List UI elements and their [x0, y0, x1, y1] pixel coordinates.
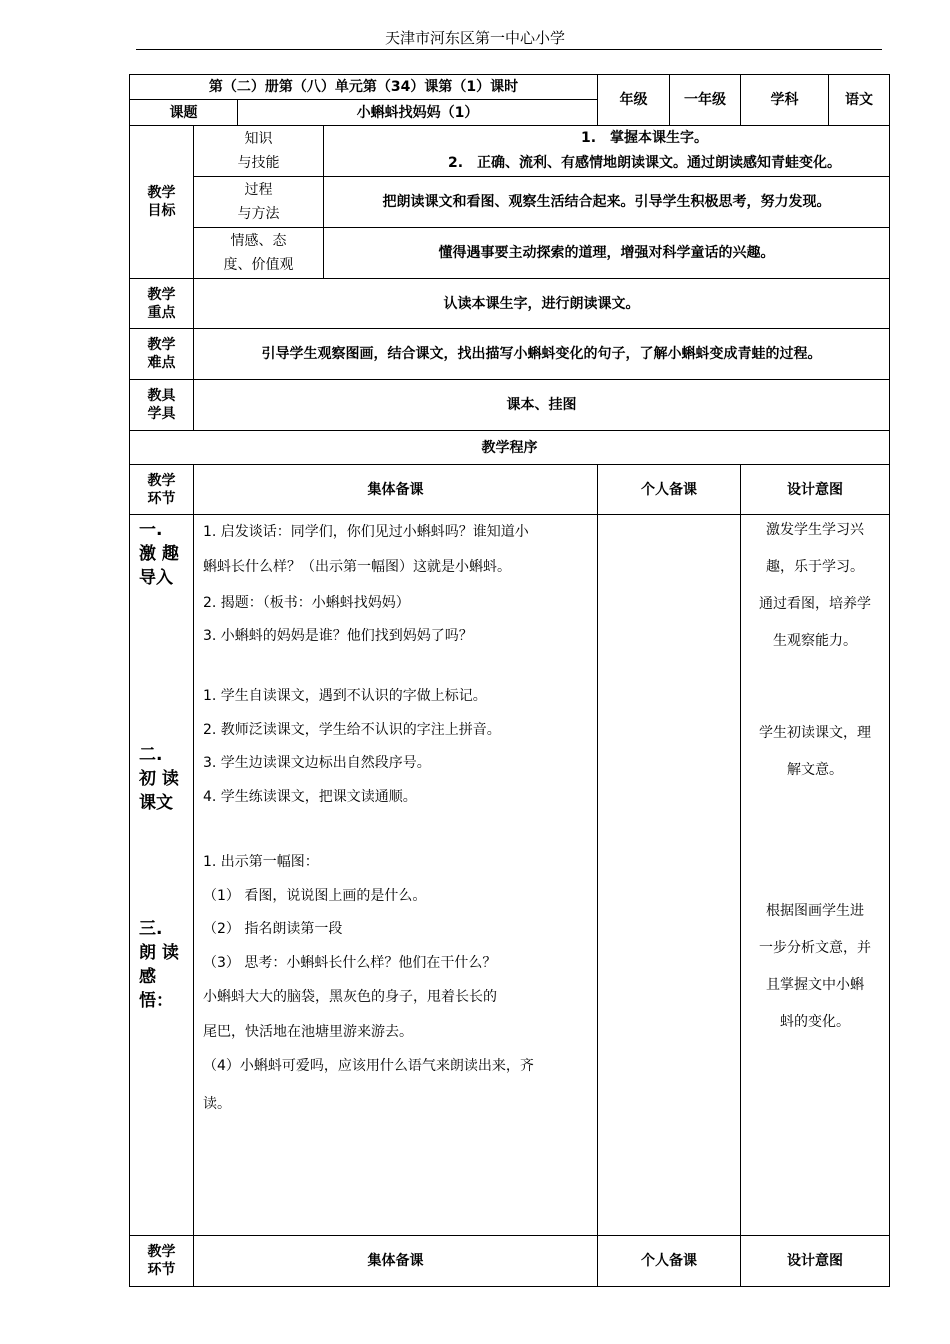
header-rule — [136, 49, 882, 50]
grade-value: 一年级 — [670, 75, 741, 126]
meta-row — [130, 75, 890, 100]
s2-line: 4. 学生练读课文，把课文读通顺。 — [203, 789, 417, 805]
procedure-footer-row — [130, 1236, 890, 1287]
s3-line: （3） 思考：小蝌蚪长什么样？他们在干什么？ — [203, 955, 497, 971]
school-name: 天津市河东区第一中心小学 — [384, 29, 565, 47]
personal-column — [598, 515, 741, 1236]
s3-line: （1） 看图，说说图上画的是什么。 — [203, 888, 427, 904]
s1-line: 3. 小蝌蚪的妈妈是谁？他们找到妈妈了吗？ — [203, 628, 473, 644]
topic-value: 小蝌蚪找妈妈（1） — [238, 100, 598, 126]
stage-footer: 教学 环节 — [130, 1236, 194, 1287]
procedure-header-row — [130, 465, 890, 515]
tools-row — [130, 380, 890, 431]
process-text: 把朗读课文和看图、观察生活结合起来。引导学生积极思考，努力发现。 — [324, 177, 890, 228]
subject-label: 学科 — [741, 75, 829, 126]
stage-1: 一. 激 趣 导入 — [139, 520, 179, 588]
lesson-plan-table — [129, 74, 890, 1287]
s2-line: 1. 学生自读课文，遇到不认识的字做上标记。 — [203, 688, 487, 704]
key-points-label: 教学 重点 — [130, 279, 194, 329]
lesson-line: 第（二）册第（八）单元第（34）课第（1）课时 — [130, 75, 598, 100]
emotion-text: 懂得遇事要主动探索的道理，增强对科学童话的兴趣。 — [324, 228, 890, 279]
s1-line: 蝌蚪长什么样？（出示第一幅图）这就是小蝌蚪。 — [203, 559, 511, 575]
knowledge-label: 知识 与技能 — [194, 126, 324, 177]
procedure-content-row — [130, 515, 890, 1236]
intent-2: 学生初读课文，理 解文意。 — [759, 725, 872, 778]
objectives-label: 教学目标 — [130, 126, 194, 279]
s3-line: 小蝌蚪大大的脑袋，黑灰色的身子，甩着长长的 — [203, 989, 497, 1005]
s1-line: 2. 揭题：（板书：小蝌蚪找妈妈） — [203, 595, 410, 611]
s2-line: 2. 教师泛读课文，学生给不认识的字注上拼音。 — [203, 722, 501, 738]
stage-column — [130, 515, 194, 1236]
s3-line: 1. 出示第一幅图： — [203, 854, 319, 870]
tools-label: 教具 学具 — [130, 380, 194, 431]
intent-3: 根据图画学生进 一步分析文意，并 且掌握文中小蝌 蚪的变化。 — [759, 903, 872, 1030]
s3-line: （2） 指名朗读第一段 — [203, 921, 343, 937]
personal-footer: 个人备课 — [598, 1236, 741, 1287]
procedure-title-row — [130, 431, 890, 465]
stage-3: 三. 朗 读 感 悟： — [139, 919, 179, 1011]
s3-line: 尾巴，快活地在池塘里游来游去。 — [203, 1024, 413, 1040]
topic-label: 课题 — [130, 100, 238, 126]
intent-footer: 设计意图 — [741, 1236, 890, 1287]
objective-knowledge-row — [130, 126, 890, 177]
key-points-row — [130, 279, 890, 329]
subject-value: 语文 — [829, 75, 890, 126]
process-label: 过程 与方法 — [194, 177, 324, 228]
difficulty-text: 引导学生观察图画，结合课文，找出描写小蝌蚪变化的句子，了解小蝌蚪变成青蛙的过程。 — [194, 329, 890, 380]
grade-label: 年级 — [598, 75, 670, 126]
collective-footer: 集体备课 — [194, 1236, 598, 1287]
tools-text: 课本、挂图 — [194, 380, 890, 431]
s3-line: 读。 — [203, 1096, 231, 1112]
objective-emotion-row — [130, 228, 890, 279]
procedure-title: 教学程序 — [130, 431, 890, 465]
collective-header: 集体备课 — [194, 465, 598, 515]
emotion-label: 情感、态 度、价值观 — [194, 228, 324, 279]
s1-line: 1. 启发谈话：同学们，你们见过小蝌蚪吗？谁知道小 — [203, 524, 529, 540]
collective-column — [194, 515, 598, 1236]
s3-line: （4）小蝌蚪可爱吗，应该用什么语气来朗读出来，齐 — [203, 1058, 534, 1074]
objective-process-row — [130, 177, 890, 228]
stage-header: 教学 环节 — [130, 465, 194, 515]
difficulty-row — [130, 329, 890, 380]
personal-header: 个人备课 — [598, 465, 741, 515]
intent-column — [741, 515, 890, 1236]
intent-1: 激发学生学习兴 趣，乐于学习。 通过看图，培养学 生观察能力。 — [759, 522, 872, 649]
difficulty-label: 教学 难点 — [130, 329, 194, 380]
key-points-text: 认读本课生字，进行朗读课文。 — [194, 279, 890, 329]
s2-line: 3. 学生边读课文边标出自然段序号。 — [203, 755, 431, 771]
intent-header: 设计意图 — [741, 465, 890, 515]
stage-2: 二. 初 读 课文 — [139, 745, 179, 813]
knowledge-items: 1. 掌握本课生字。 2. 正确、流利、有感情地朗读课文。通过朗读感知青蛙变化。 — [324, 126, 890, 177]
